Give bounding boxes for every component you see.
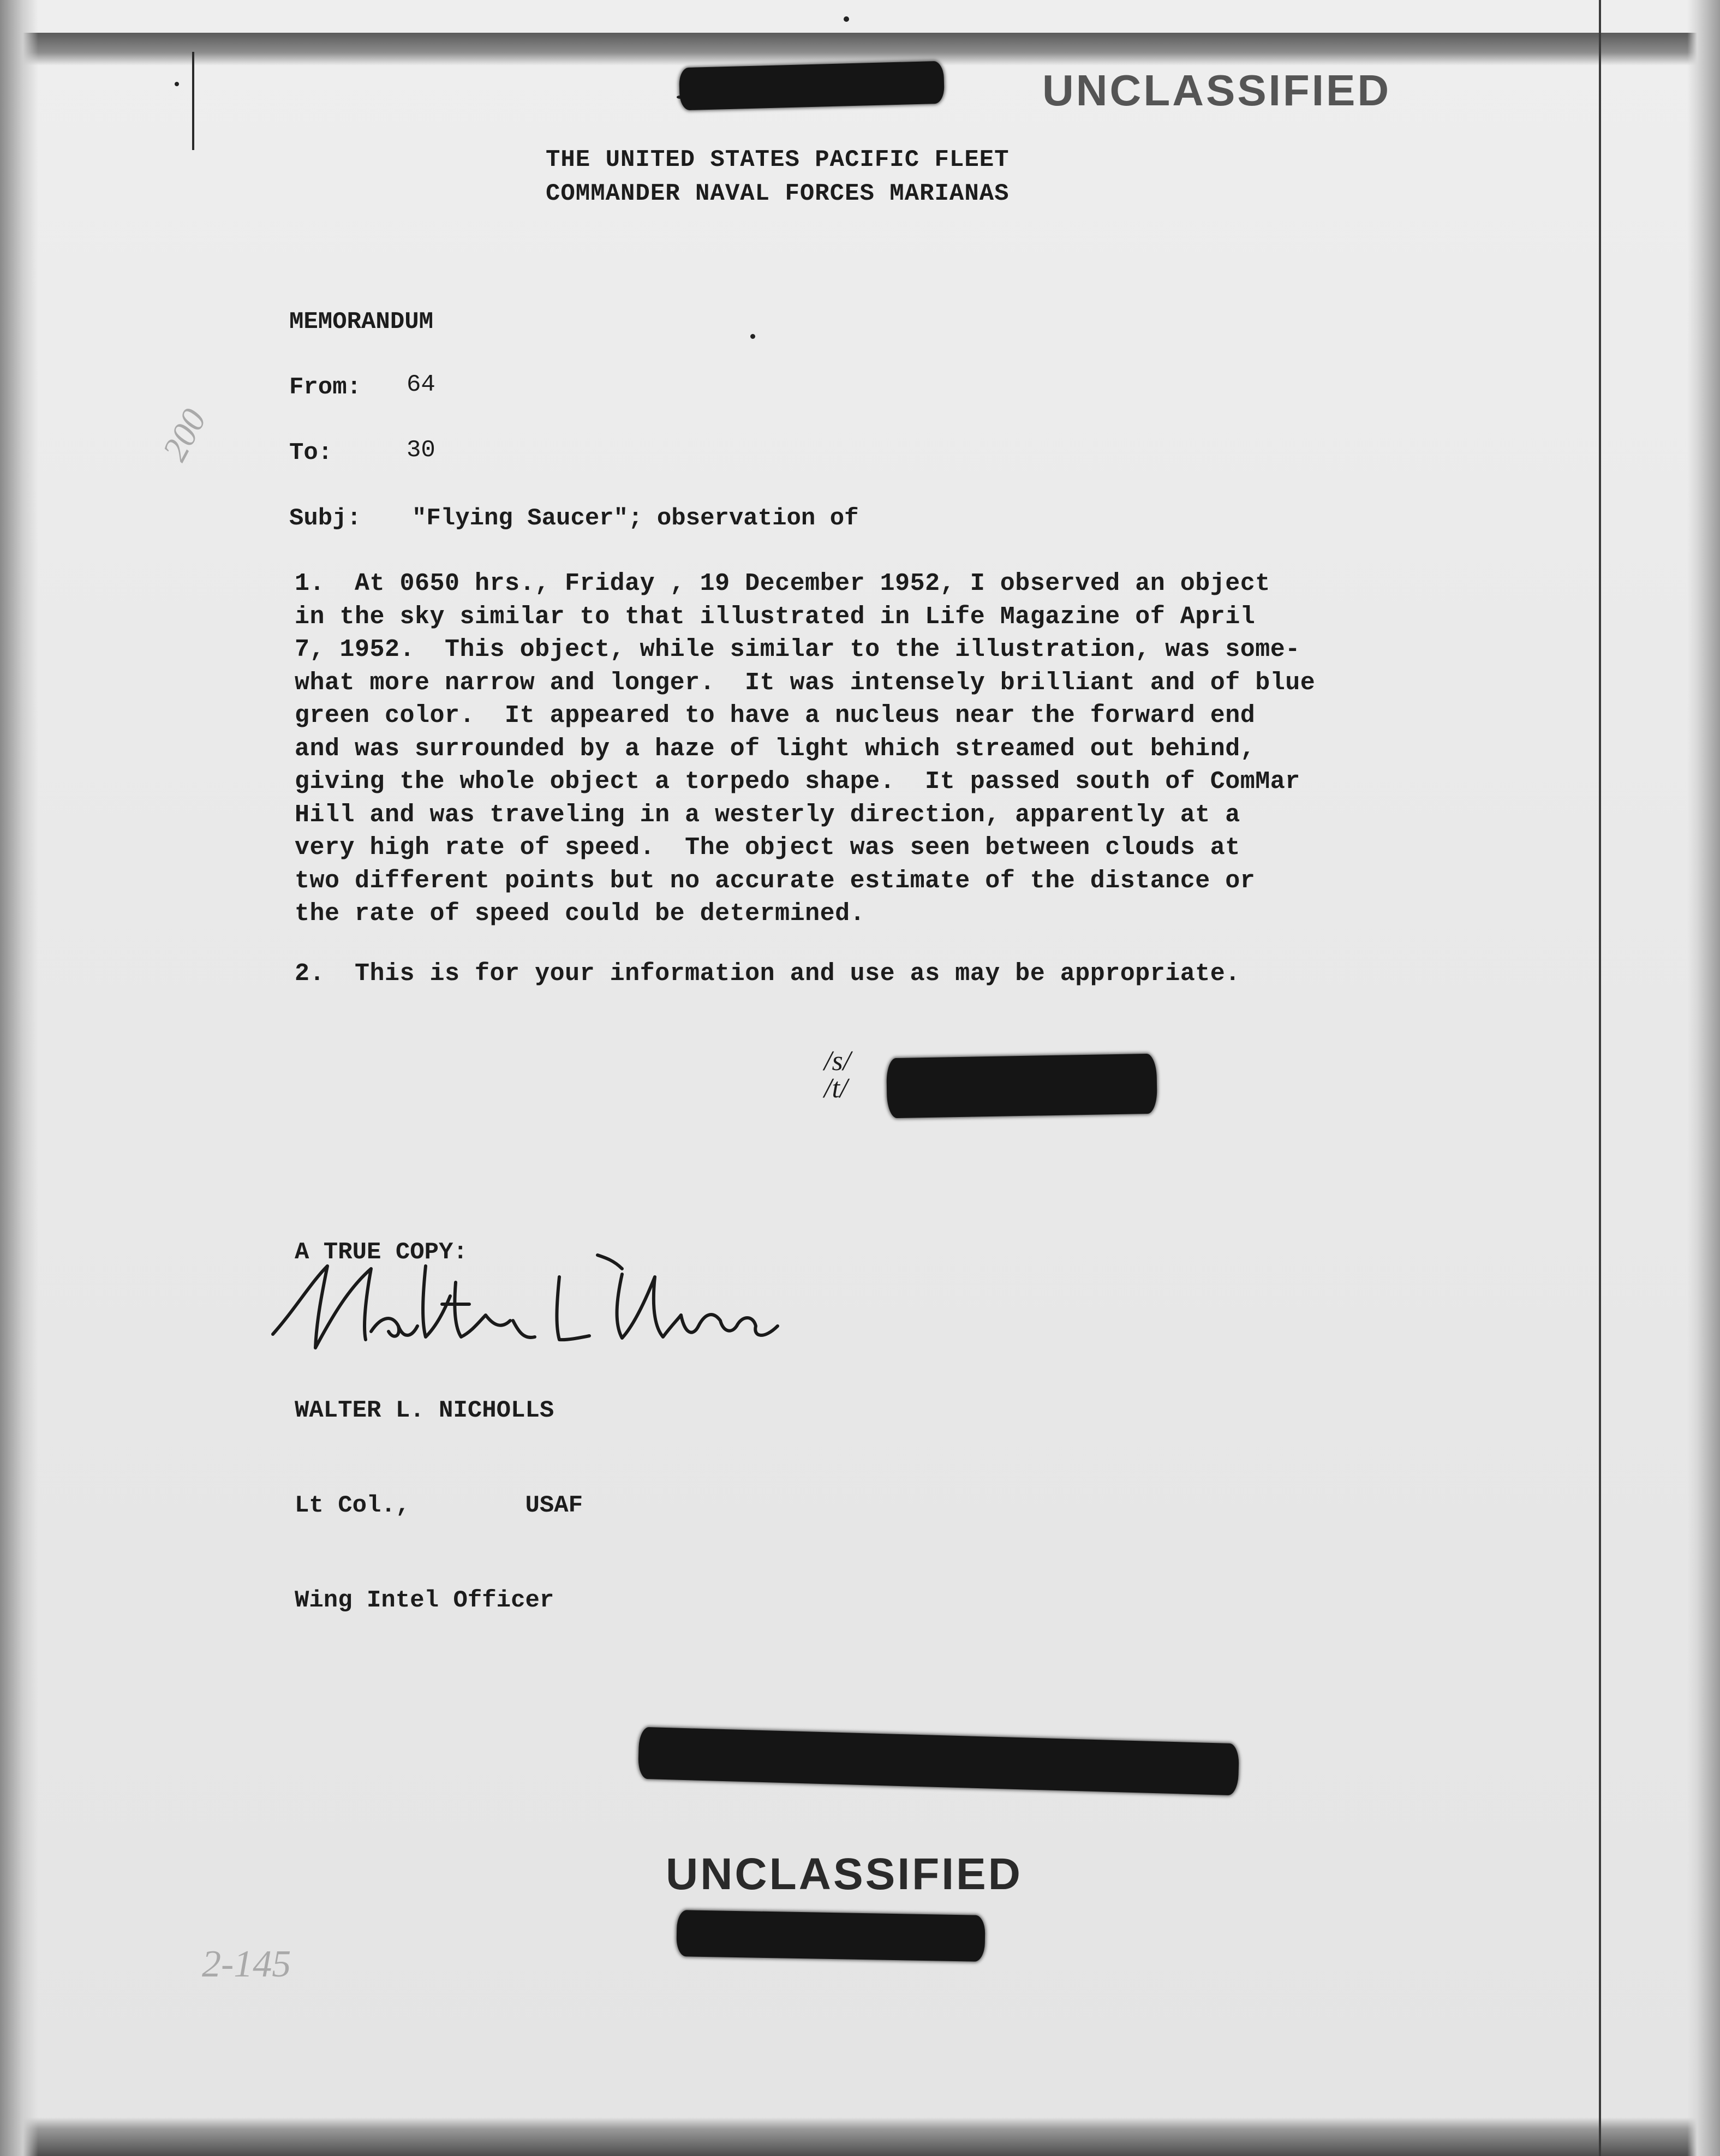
scan-speck [844,16,849,22]
scan-speck [750,334,755,339]
to-value: 30 [407,437,435,464]
classification-stamp-bottom: UNCLASSIFIED [666,1849,1023,1899]
pencil-note-margin: 200 [154,402,214,467]
from-label: From: [289,374,362,401]
scan-border-bottom [0,2117,1720,2156]
paragraph-1: 1. At 0650 hrs., Friday , 19 December 1952, I observed an object in the sky similar to that illustrated in Life Magazine of April 7, 1952. This object, while similar to the illustration, was some- what more narrow and longer. It was intensely brilliant and of blue green color. It appeared to have a nucleus near the forward end and was surrounded by a haze of light which streamed out behind, giving the whole object a torpedo shape. It passed south of ComMar Hill and was traveling in a westerly direction, apparently at a very high rate of speed. The object was seen between clouds at two different points but no accurate estimate of the distance or the rate of speed could be determined. [295,570,1316,928]
paragraph-2: 2. This is for your information and use as may be appropriate. [295,960,1240,988]
letterhead [546,143,1010,211]
scan-border-left [0,0,38,2156]
redaction-bar-bottom-2 [676,1910,985,1962]
redaction-bar-signature [886,1054,1157,1119]
memo-type: MEMORANDUM [289,308,434,336]
subject-value: "Flying Saucer"; observation of [412,505,859,532]
scan-speck [175,82,179,86]
redaction-bar-top [679,61,945,111]
pencil-note-bottom: 2-145 [202,1943,291,1985]
signer-rank: Lt Col., USAF [295,1492,583,1519]
classification-stamp-top: UNCLASSIFIED [1042,66,1391,115]
subject-label: Subj: [289,505,362,532]
scan-border-right [1687,0,1720,2156]
signer-block [295,1331,583,1680]
to-label: To: [289,439,333,467]
signer-title: Wing Intel Officer [295,1587,554,1614]
fold-line [1599,0,1601,2156]
letterhead-line-1: THE UNITED STATES PACIFIC FLEET [546,146,1010,174]
signer-name: WALTER L. NICHOLLS [295,1397,554,1424]
letterhead-line-2: COMMANDER NAVAL FORCES MARIANAS [546,180,1010,207]
true-copy-label: A TRUE COPY: [295,1239,468,1266]
signature-marks: /s/ /t/ [824,1046,851,1104]
margin-tick [192,52,194,150]
redaction-bar-bottom-1 [638,1727,1239,1796]
from-value: 64 [407,371,435,398]
scan-border-top [0,33,1720,65]
